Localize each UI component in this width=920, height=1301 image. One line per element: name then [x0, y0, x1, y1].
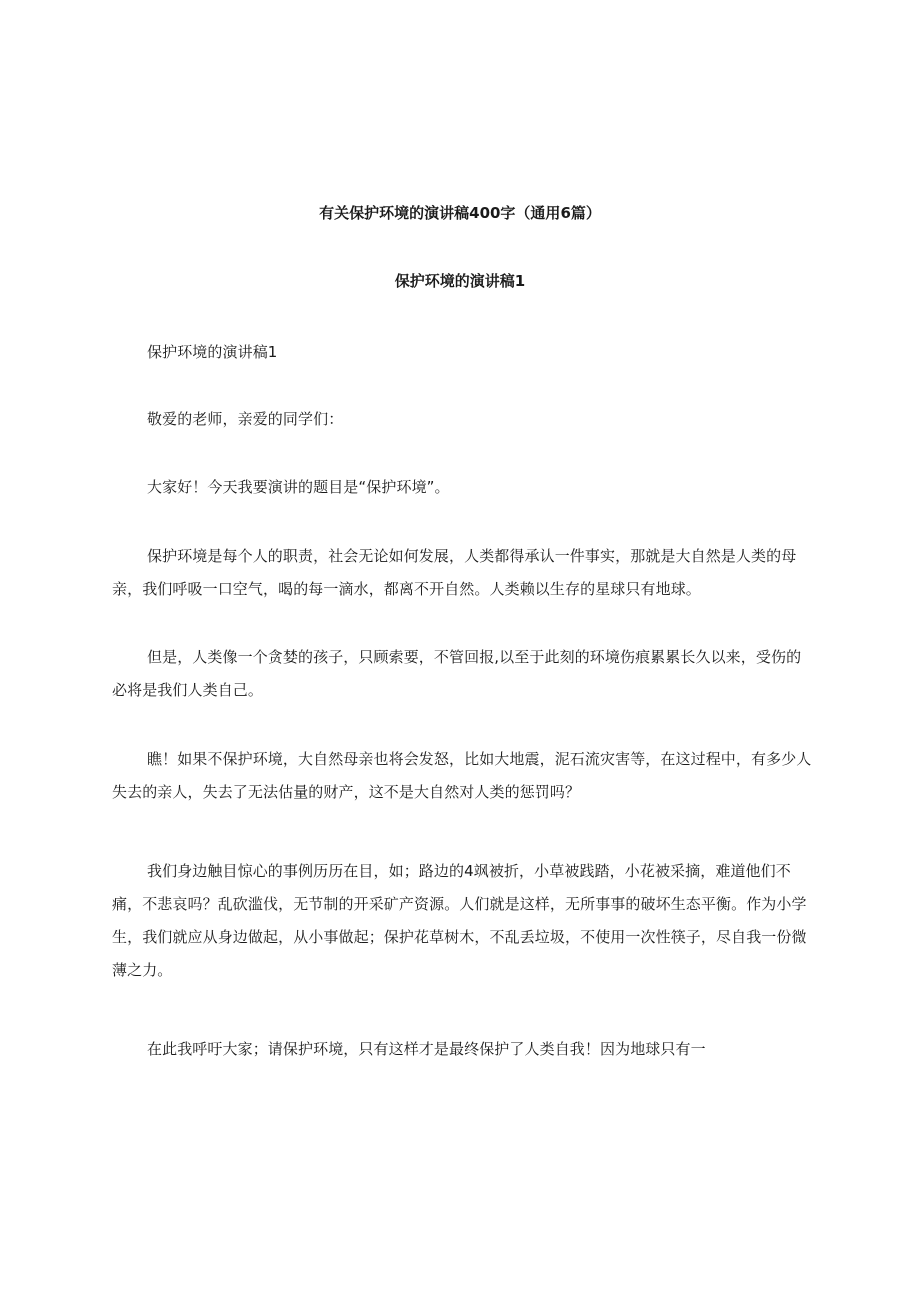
- paragraph: 敬爱的老师，亲爱的同学们：: [147, 410, 344, 428]
- paragraph: 保护环境是每个人的职责，社会无论如何发展，人类都得承认一件事实，那就是大自然是人类的母亲，我们呼吸一口空气，喝的每一滴水，都离不开自然。人类赖以生存的星球只有地球。: [112, 547, 797, 598]
- section-title: 保护环境的演讲稿1: [394, 272, 526, 290]
- paragraph: 但是，人类像一个贪婪的孩子，只顾索要，不管回报,以至于此刻的环境伤痕累累长久以来，受伤的必将是我们人类自己。: [112, 648, 802, 699]
- paragraph: 瞧！如果不保护环境，大自然母亲也将会发怒，比如大地震，泥石流灾害等，在这过程中，有多少人失去的亲人，失去了无法估量的财产，这不是大自然对人类的惩罚吗？: [112, 750, 812, 801]
- paragraph: 我们身边触目惊心的事例历历在目，如；路边的4飒被折，小草被践踏，小花被采摘，难道他们不痛，不悲哀吗？乱砍滥伐，无节制的开采矿产资源。人们就是这样，无所事事的破坏生态平衡。作为小学生，我们就应从身边做起，从小事做起；保护花草树木，不乱丢垃圾，不使用一次性筷子，尽自我一份微薄之力。: [112, 862, 807, 979]
- document-title: 有关保护环境的演讲稿400字（通用6篇）: [319, 204, 601, 222]
- paragraph: 大家好！今天我要演讲的题目是“保护环境”。: [147, 478, 450, 496]
- paragraph: 在此我呼吁大家；请保护环境，只有这样才是最终保护了人类自我！因为地球只有一: [147, 1040, 706, 1058]
- paragraph: 保护环境的演讲稿1: [147, 343, 278, 361]
